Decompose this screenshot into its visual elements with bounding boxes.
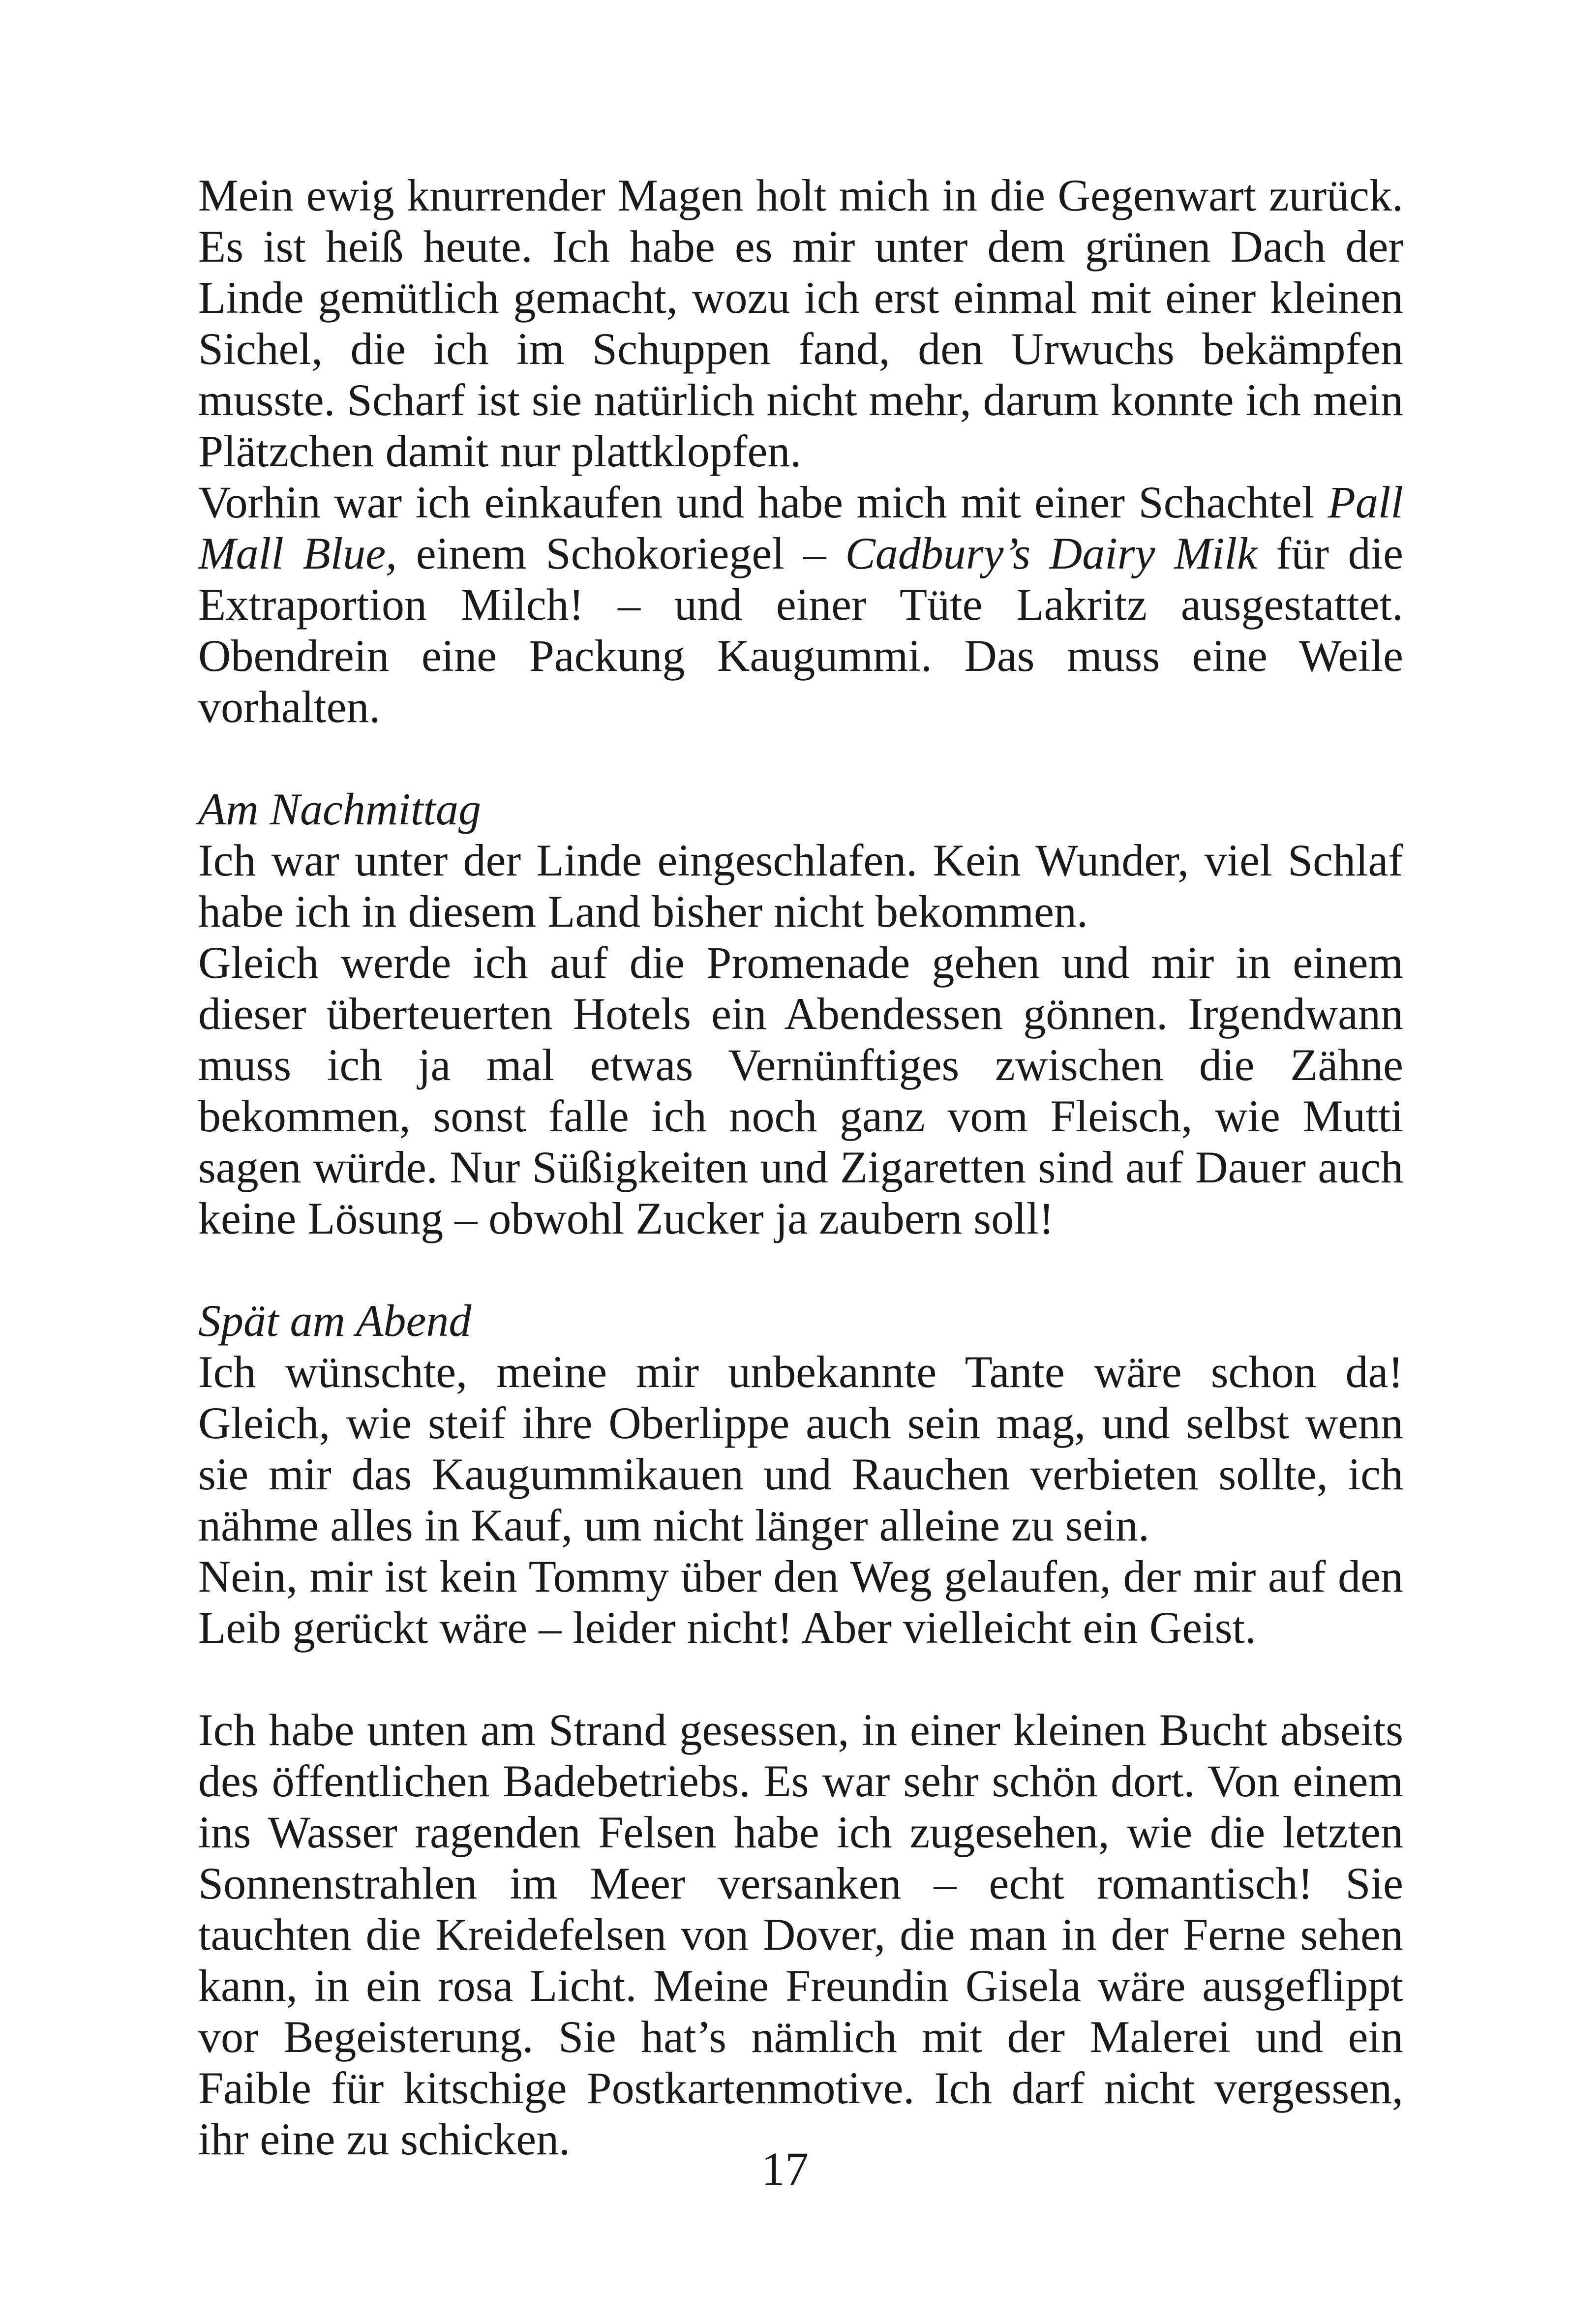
brand-cadbury: Cadbury’s Dairy Milk <box>845 528 1257 578</box>
paragraph-promenade: Gleich werde ich auf die Promenade gehen und mir in einem dieser überteuerten Hotels ein Abendessen gönnen. Irgendwann muss ich ja mal etwas Vernünftiges zwischen die Zähne bekommen, sonst falle ich noch ganz vom Fleisch, wie Mutti sagen würde. Nur Süßigkeiten und Zigaretten sind auf Dauer auch keine Lösung – obwohl Zucker ja zaubern soll! <box>198 937 1403 1243</box>
paragraph-magen: Mein ewig knurrender Magen holt mich in die Gegenwart zurück. Es ist heiß heute. Ich habe es mir unter dem grünen Dach der Linde gemütlich gemacht, wozu ich erst einmal mit einer kleinen Sichel, die ich im Schuppen fand, den Urwuchs bekämpfen musste. Scharf ist sie natürlich nicht mehr, darum konnte ich mein Plätzchen damit nur plattklopfen. <box>198 170 1403 476</box>
text-run: Vorhin war ich einkaufen und habe mich mit einer Schachtel <box>198 477 1328 527</box>
body-text <box>198 170 1403 2165</box>
section-gap <box>198 732 1403 784</box>
paragraph-einkaufen <box>198 477 1403 732</box>
page-number: 17 <box>761 2143 809 2195</box>
section-gap <box>198 1653 1403 1704</box>
section-gap <box>198 1244 1403 1295</box>
paragraph-linde: Ich war unter der Linde eingeschlafen. Kein Wunder, viel Schlaf habe ich in diesem Land bisher nicht bekommen. <box>198 835 1403 936</box>
paragraph-strand: Ich habe unten am Strand gesessen, in einer kleinen Bucht abseits des öffentlichen Badebetriebs. Es war sehr schön dort. Von einem ins Wasser ragenden Felsen habe ich zugesehen, wie die letzten Sonnenstrahlen im Meer versanken – echt romantisch! Sie tauchten die Kreidefelsen von Dover, die man in der Ferne sehen kann, in ein rosa Licht. Meine Freundin Gisela wäre ausgeflippt vor Begeisterung. Sie hat’s nämlich mit der Malerei und ein Faible für kitschige Postkartenmotive. Ich darf nicht vergessen, ihr eine zu schicken. <box>198 1705 1403 2164</box>
heading-spaet-am-abend: Spät am Abend <box>198 1296 472 1346</box>
brand-pall-mall: Pall Mall Blue, <box>198 477 1403 578</box>
text-run: einem Schokoriegel – <box>397 528 845 578</box>
text-run: für die Extraportion Milch! – und einer Tüte Lakritz ausgestattet. Obendrein eine Packung Kaugummi. Das muss eine Weile vorhalten. <box>198 528 1404 732</box>
heading-am-nachmittag: Am Nachmittag <box>198 784 481 834</box>
paragraph-tommy: Nein, mir ist kein Tommy über den Weg gelaufen, der mir auf den Leib gerückt wäre – leider nicht! Aber vielleicht ein Geist. <box>198 1551 1403 1653</box>
paragraph-tante: Ich wünschte, meine mir unbekannte Tante wäre schon da! Gleich, wie steif ihre Oberlippe auch sein mag, und selbst wenn sie mir das Kaugummikauen und Rauchen verbieten sollte, ich nähme alles in Kauf, um nicht länger alleine zu sein. <box>198 1347 1403 1550</box>
